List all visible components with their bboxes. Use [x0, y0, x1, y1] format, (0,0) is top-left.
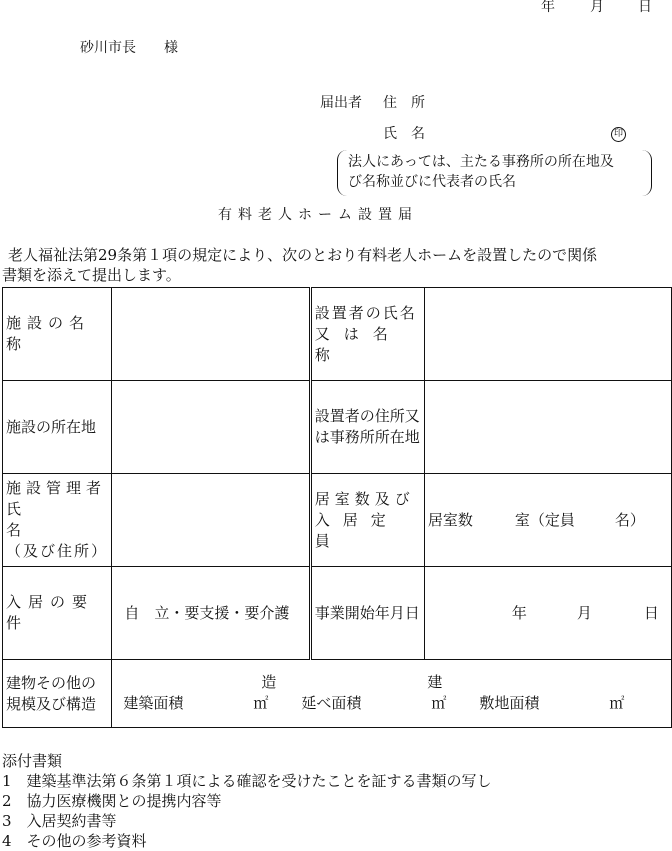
start-date-label-cell: 事業開始年月日: [310, 567, 424, 660]
building-structure-label: 造: [261, 672, 277, 691]
building-field[interactable]: [112, 660, 672, 728]
rooms-label-2: 入居定員: [314, 510, 399, 550]
requirement-options[interactable]: 自 立・要支援・要介護: [112, 567, 310, 660]
notification-form-table: [2, 287, 672, 728]
facility-name-field[interactable]: [112, 288, 310, 381]
building-area-unit: ㎡: [253, 693, 269, 712]
document-title: 有料老人ホーム設置届: [218, 207, 418, 223]
table-row: [3, 567, 672, 660]
manager-field[interactable]: [112, 474, 310, 567]
facility-location-field[interactable]: [112, 381, 310, 474]
rooms-capacity-unit: 名）: [614, 510, 645, 529]
date-month: 月: [590, 0, 604, 15]
founder-name-label-2: 又は名称: [314, 324, 402, 364]
table-row: [3, 288, 672, 381]
rooms-label-1: 居室数及び: [314, 489, 415, 508]
manager-label-2: 氏名: [6, 500, 78, 539]
start-date-field[interactable]: [424, 567, 671, 660]
building-area-label: 建築面積: [123, 693, 184, 712]
date-day: 日: [638, 0, 652, 15]
table-row: [3, 660, 672, 728]
founder-name-field[interactable]: [424, 288, 671, 381]
building-label-2: 規模及び構造: [6, 694, 97, 713]
facility-name-label-cell: 施設の名称: [3, 288, 112, 381]
start-month-label: 月: [576, 603, 592, 622]
attachment-item: 4 その他の参考資料: [2, 832, 147, 850]
date-year: 年: [541, 0, 555, 15]
corp-note-line1: 法人にあっては、主たる事務所の所在地及: [348, 154, 614, 170]
floor-area-unit: ㎡: [431, 693, 447, 712]
building-label-cell: [3, 660, 112, 728]
rooms-label-cell: [310, 474, 424, 567]
intro-line2: 書類を添えて提出します。: [2, 266, 181, 284]
attachment-item: 3 入居契約書等: [2, 812, 117, 830]
seal-icon: 印: [611, 127, 626, 142]
manager-label-cell: [3, 474, 112, 567]
applicant-label: 届出者: [320, 95, 362, 111]
rooms-count-label: 居室数: [427, 510, 473, 529]
founder-name-label-cell: [310, 288, 424, 381]
founder-address-label-cell: [310, 381, 424, 474]
start-day-label: 日: [643, 603, 659, 622]
rooms-capacity-label: 室（定員: [514, 510, 575, 529]
founder-name-label-1: 設置者の氏名: [314, 303, 417, 322]
building-label-1: 建物その他の: [6, 673, 97, 692]
facility-location-label-cell: 施設の所在地: [3, 381, 112, 474]
site-area-label: 敷地面積: [479, 693, 540, 712]
requirement-label-cell: 入居の要件: [3, 567, 112, 660]
attachment-item: 1 建築基準法第６条第１項による確認を受けたことを証する書類の写し: [2, 772, 492, 790]
building-floors-label: 建: [427, 672, 443, 691]
start-year-label: 年: [511, 603, 527, 622]
site-area-unit: ㎡: [609, 693, 625, 712]
attachments-heading: 添付書類: [2, 752, 63, 770]
table-row: [3, 474, 672, 567]
founder-address-field[interactable]: [424, 381, 671, 474]
founder-address-label-2: は事務所所在地: [314, 428, 420, 446]
founder-address-label-1: 設置者の住所又: [314, 407, 420, 425]
address-label: 住 所: [383, 95, 425, 111]
floor-area-label: 延べ面積: [301, 693, 362, 712]
manager-label-1: 施設管理者: [6, 479, 107, 497]
corp-note-line2: び名称並びに代表者の氏名: [348, 174, 516, 190]
table-row: [3, 381, 672, 474]
intro-line1: 老人福祉法第29条第１項の規定により、次のとおり有料老人ホームを設置したので関係: [8, 246, 598, 264]
addressee: 砂川市長 様: [80, 40, 178, 56]
seal-mark: [611, 124, 626, 142]
attachment-item: 2 協力医療機関との提携内容等: [2, 792, 222, 810]
manager-label-3: （及び住所）: [6, 542, 109, 560]
corporation-note: [337, 150, 652, 196]
name-label: 氏 名: [383, 126, 425, 142]
rooms-field[interactable]: [424, 474, 671, 567]
